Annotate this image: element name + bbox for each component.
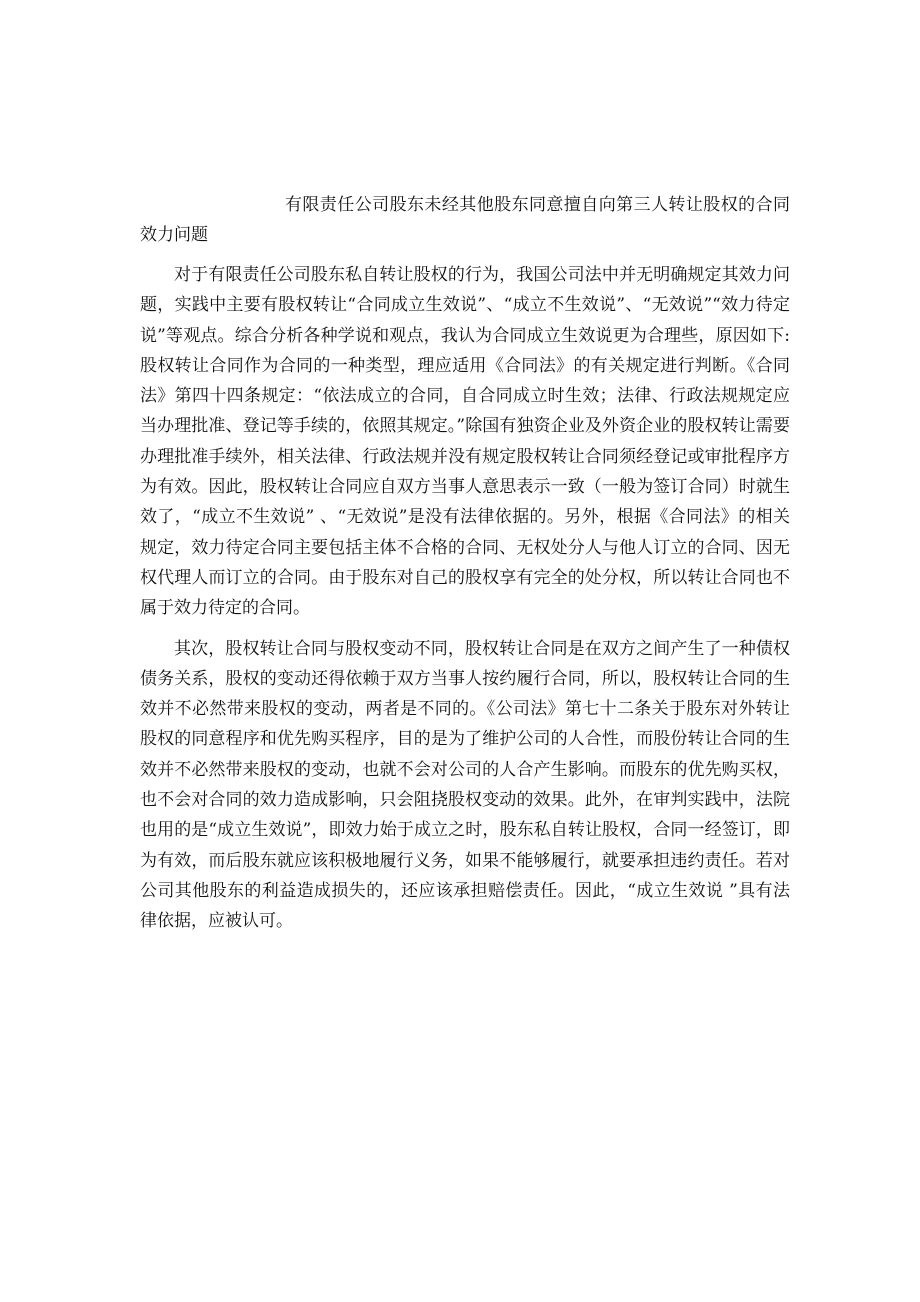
document-title: 有限责任公司股东未经其他股东同意擅自向第三人转让股权的合同效力问题: [140, 195, 790, 245]
document-body: [140, 190, 790, 937]
paragraph-2: 其次，股权转让合同与股权变动不同，股权转让合同是在双方之间产生了一种债权债务关系，股权的变动还得依赖于双方当事人按约履行合同，所以，股权转让合同的生效并不必然带来股权的变动，两者是不同的。《公司法》第七十二条关于股东对外转让股权的同意程序和优先购买程序，目的是为了维护公司的人合性，而股份转让合同的生效并不必然带来股权的变动，也就不会对公司的人合产生影响。而股东的优先购买权，也不会对合同的效力造成影响，只会阻挠股权变动的效果。此外，在审判实践中，法院也用的是“成立生效说”，即效力始于成立之时，股东私自转让股权，合同一经签订，即为有效，而后股东就应该积极地履行义务，如果不能够履行，就要承担违约责任。若对公司其他股东的利益造成损失的，还应该承担赔偿责任。因此，“成立生效说 ”具有法律依据，应被认可。: [140, 638, 790, 932]
paragraph-1: 对于有限责任公司股东私自转让股权的行为，我国公司法中并无明确规定其效力问题，实践中主要有股权转让“合同成立生效说”、“成立不生效说”、“无效说”“效力待定说”等观点。综合分析各种学说和观点，我认为合同成立生效说更为合理些，原因如下:股权转让合同作为合同的一种类型，理应适用《合同法》的有关规定进行判断。《合同法》第四十四条规定：“依法成立的合同，自合同成立时生效；法律、行政法规规定应当办理批准、登记等手续的，依照其规定。”除国有独资企业及外资企业的股权转让需要办理批准手续外，相关法律、行政法规并没有规定股权转让合同须经登记或审批程序方为有效。因此，股权转让合同应自双方当事人意思表示一致（一般为签订合同）时就生效了，“成立不生效说” 、“无效说”是没有法律依据的。另外，根据《合同法》的相关规定，效力待定合同主要包括主体不合格的合同、无权处分人与他人订立的合同、因无权代理人而订立的合同。由于股东对自己的股权享有完全的处分权，所以转让合同也不属于效力待定的合同。: [140, 265, 790, 619]
